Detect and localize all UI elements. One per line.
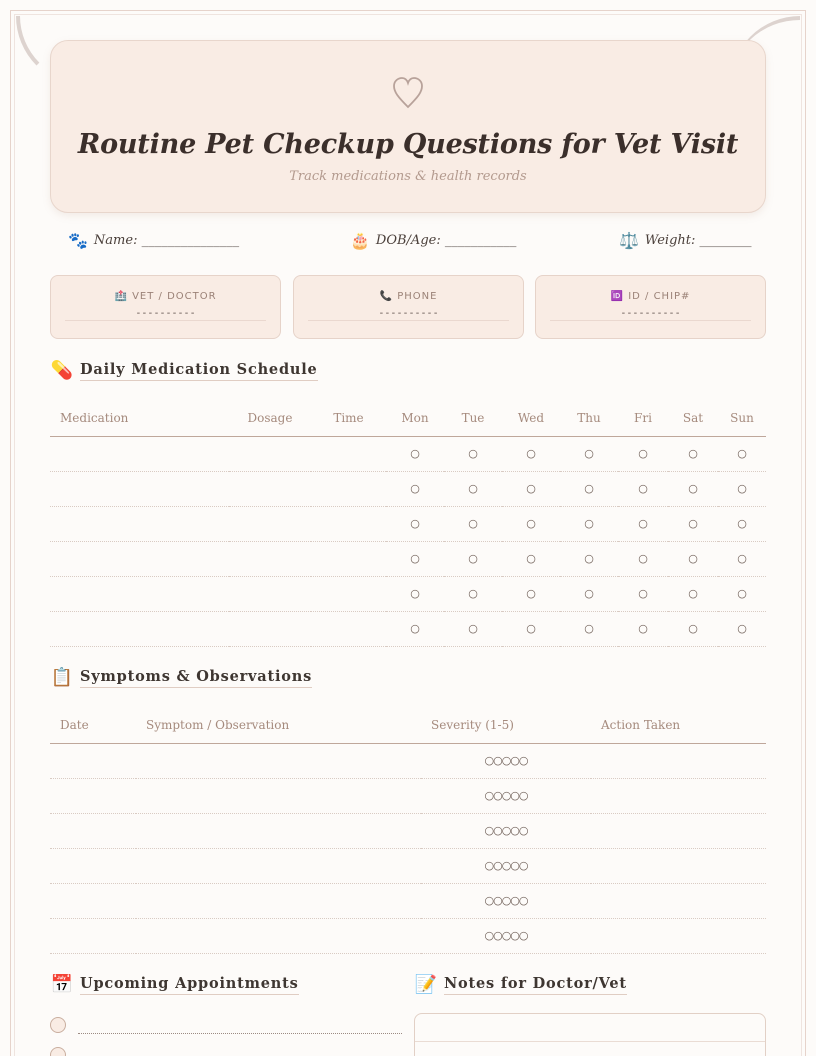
- symptoms-section-header: [50, 667, 312, 688]
- day-checkbox[interactable]: ○: [668, 436, 718, 471]
- header-card: [50, 40, 766, 213]
- medication-cell[interactable]: [229, 611, 311, 646]
- day-checkbox[interactable]: ○: [444, 436, 502, 471]
- symptom-cell[interactable]: [136, 848, 421, 883]
- medication-col-header: Fri: [618, 400, 668, 436]
- appointment-checkbox[interactable]: [50, 1017, 66, 1033]
- symptom-cell[interactable]: [136, 918, 421, 953]
- notes-line: [415, 1041, 765, 1042]
- weight-field[interactable]: [619, 228, 752, 252]
- medication-row: [50, 506, 766, 541]
- id-icon: 🆔: [610, 291, 624, 302]
- symptom-cell[interactable]: [591, 883, 766, 918]
- day-checkbox[interactable]: ○: [560, 576, 618, 611]
- phone-icon: 📞: [379, 291, 394, 302]
- day-checkbox[interactable]: ○: [502, 506, 560, 541]
- medication-cell[interactable]: [229, 436, 311, 471]
- severity-rating[interactable]: ○○○○○: [421, 778, 591, 813]
- day-checkbox[interactable]: ○: [718, 541, 766, 576]
- medication-row: [50, 576, 766, 611]
- medication-cell[interactable]: [50, 576, 229, 611]
- severity-rating[interactable]: ○○○○○: [421, 813, 591, 848]
- symptom-cell[interactable]: [591, 813, 766, 848]
- day-checkbox[interactable]: ○: [718, 611, 766, 646]
- day-checkbox[interactable]: ○: [560, 506, 618, 541]
- severity-rating[interactable]: ○○○○○: [421, 918, 591, 953]
- day-checkbox[interactable]: ○: [444, 471, 502, 506]
- medication-row: [50, 436, 766, 471]
- symptom-row: [50, 813, 766, 848]
- day-checkbox[interactable]: ○: [444, 541, 502, 576]
- symptom-cell[interactable]: [136, 778, 421, 813]
- name-field[interactable]: [68, 228, 239, 252]
- day-checkbox[interactable]: ○: [718, 436, 766, 471]
- medication-col-header: Dosage: [229, 400, 311, 436]
- severity-rating[interactable]: ○○○○○: [421, 848, 591, 883]
- memo-icon: 📝: [414, 974, 438, 995]
- symptom-row: [50, 883, 766, 918]
- symptom-row: [50, 778, 766, 813]
- medication-row: [50, 541, 766, 576]
- symptom-cell[interactable]: [50, 848, 136, 883]
- medication-row: [50, 471, 766, 506]
- day-checkbox[interactable]: ○: [618, 506, 668, 541]
- notes-box[interactable]: [414, 1013, 766, 1056]
- medication-row: [50, 611, 766, 646]
- day-checkbox[interactable]: ○: [668, 471, 718, 506]
- vet-doctor-label: VET / DOCTOR: [132, 291, 217, 302]
- medication-cell[interactable]: [50, 541, 229, 576]
- phone-label: PHONE: [397, 291, 438, 302]
- day-checkbox[interactable]: ○: [502, 576, 560, 611]
- symptom-cell[interactable]: [136, 883, 421, 918]
- day-checkbox[interactable]: ○: [502, 541, 560, 576]
- symptoms-table: [50, 707, 766, 954]
- medication-cell[interactable]: [229, 541, 311, 576]
- dob-age-field[interactable]: [350, 228, 516, 252]
- day-checkbox[interactable]: ○: [560, 611, 618, 646]
- day-checkbox[interactable]: ○: [444, 611, 502, 646]
- appointment-line[interactable]: [50, 1045, 402, 1056]
- symptom-row: [50, 743, 766, 778]
- phone-box[interactable]: [293, 275, 524, 339]
- day-checkbox[interactable]: ○: [718, 576, 766, 611]
- appointment-line[interactable]: [50, 1015, 402, 1035]
- medication-cell[interactable]: [311, 611, 386, 646]
- day-checkbox[interactable]: ○: [386, 576, 444, 611]
- notes-section-title: Notes for Doctor/Vet: [444, 975, 627, 995]
- symptoms-section-title: Symptoms & Observations: [80, 668, 312, 688]
- day-checkbox[interactable]: ○: [444, 576, 502, 611]
- day-checkbox[interactable]: ○: [560, 436, 618, 471]
- medication-table: [50, 400, 766, 647]
- medication-cell[interactable]: [229, 471, 311, 506]
- symptom-cell[interactable]: [50, 778, 136, 813]
- day-checkbox[interactable]: ○: [718, 471, 766, 506]
- appointments-section-header: [50, 974, 299, 995]
- severity-rating[interactable]: ○○○○○: [421, 883, 591, 918]
- day-checkbox[interactable]: ○: [718, 506, 766, 541]
- id-chip-label: ID / CHIP#: [628, 291, 691, 302]
- symptom-cell[interactable]: [591, 848, 766, 883]
- day-checkbox[interactable]: ○: [618, 576, 668, 611]
- medication-col-header: Mon: [386, 400, 444, 436]
- symptom-cell[interactable]: [591, 778, 766, 813]
- paw-icon: 🐾: [68, 230, 88, 250]
- medication-col-header: Thu: [560, 400, 618, 436]
- medication-cell[interactable]: [311, 576, 386, 611]
- page-subtitle: Track medications & health records: [289, 169, 527, 184]
- symptoms-col-header: Date: [50, 707, 136, 743]
- medication-cell[interactable]: [311, 471, 386, 506]
- medication-cell[interactable]: [311, 506, 386, 541]
- scale-icon: ⚖️: [619, 230, 639, 250]
- symptom-cell[interactable]: [50, 918, 136, 953]
- day-checkbox[interactable]: ○: [386, 541, 444, 576]
- symptoms-col-header: Severity (1-5): [421, 707, 591, 743]
- medication-col-header: Sat: [668, 400, 718, 436]
- day-checkbox[interactable]: ○: [502, 436, 560, 471]
- appointment-checkbox[interactable]: [50, 1047, 66, 1056]
- symptoms-col-header: Symptom / Observation: [136, 707, 421, 743]
- symptom-cell[interactable]: [50, 743, 136, 778]
- medication-col-header: Wed: [502, 400, 560, 436]
- day-checkbox[interactable]: ○: [502, 471, 560, 506]
- medication-cell[interactable]: [50, 436, 229, 471]
- day-checkbox[interactable]: ○: [560, 541, 618, 576]
- medication-section-header: [50, 360, 318, 381]
- clipboard-icon: 📋: [50, 667, 74, 688]
- symptoms-col-header: Action Taken: [591, 707, 766, 743]
- vet-doctor-value[interactable]: ----------: [65, 308, 266, 321]
- page-title: Routine Pet Checkup Questions for Vet Visit: [77, 129, 739, 160]
- appointment-blank-line: [78, 1033, 402, 1034]
- day-checkbox[interactable]: ○: [668, 506, 718, 541]
- day-checkbox[interactable]: ○: [386, 471, 444, 506]
- notes-section-header: [414, 974, 627, 995]
- day-checkbox[interactable]: ○: [668, 576, 718, 611]
- medication-cell[interactable]: [50, 506, 229, 541]
- weight-field-label: Weight: ________: [644, 232, 752, 248]
- medication-cell[interactable]: [229, 506, 311, 541]
- name-field-label: Name: _______________: [93, 232, 240, 248]
- day-checkbox[interactable]: ○: [618, 541, 668, 576]
- symptom-row: [50, 918, 766, 953]
- vet-doctor-box[interactable]: [50, 275, 281, 339]
- medication-col-header: Tue: [444, 400, 502, 436]
- symptom-cell[interactable]: [136, 813, 421, 848]
- day-checkbox[interactable]: ○: [502, 611, 560, 646]
- appointments-section-title: Upcoming Appointments: [80, 975, 299, 995]
- medication-section-title: Daily Medication Schedule: [80, 361, 318, 381]
- medication-col-header: Time: [311, 400, 386, 436]
- day-checkbox[interactable]: ○: [386, 611, 444, 646]
- day-checkbox[interactable]: ○: [444, 506, 502, 541]
- birthday-cake-icon: 🎂: [350, 230, 370, 250]
- day-checkbox[interactable]: ○: [618, 471, 668, 506]
- day-checkbox[interactable]: ○: [386, 436, 444, 471]
- medication-col-header: Sun: [718, 400, 766, 436]
- day-checkbox[interactable]: ○: [618, 611, 668, 646]
- hospital-icon: 🏥: [114, 291, 128, 302]
- id-chip-box[interactable]: [535, 275, 766, 339]
- day-checkbox[interactable]: ○: [618, 436, 668, 471]
- medication-cell[interactable]: [50, 471, 229, 506]
- symptom-cell[interactable]: [591, 743, 766, 778]
- heart-icon: [390, 75, 426, 111]
- day-checkbox[interactable]: ○: [560, 471, 618, 506]
- medication-cell[interactable]: [50, 611, 229, 646]
- day-checkbox[interactable]: ○: [668, 541, 718, 576]
- pill-icon: 💊: [50, 360, 74, 381]
- symptom-cell[interactable]: [50, 883, 136, 918]
- medication-cell[interactable]: [229, 576, 311, 611]
- symptom-cell[interactable]: [136, 743, 421, 778]
- id-chip-value[interactable]: ----------: [550, 308, 751, 321]
- symptom-row: [50, 848, 766, 883]
- medication-cell[interactable]: [311, 541, 386, 576]
- day-checkbox[interactable]: ○: [386, 506, 444, 541]
- phone-value[interactable]: ----------: [308, 308, 509, 321]
- day-checkbox[interactable]: ○: [668, 611, 718, 646]
- calendar-icon: 📅: [50, 974, 74, 995]
- dob-age-field-label: DOB/Age: ___________: [375, 232, 517, 248]
- severity-rating[interactable]: ○○○○○: [421, 743, 591, 778]
- medication-cell[interactable]: [311, 436, 386, 471]
- medication-col-header: Medication: [50, 400, 229, 436]
- symptom-cell[interactable]: [50, 813, 136, 848]
- symptom-cell[interactable]: [591, 918, 766, 953]
